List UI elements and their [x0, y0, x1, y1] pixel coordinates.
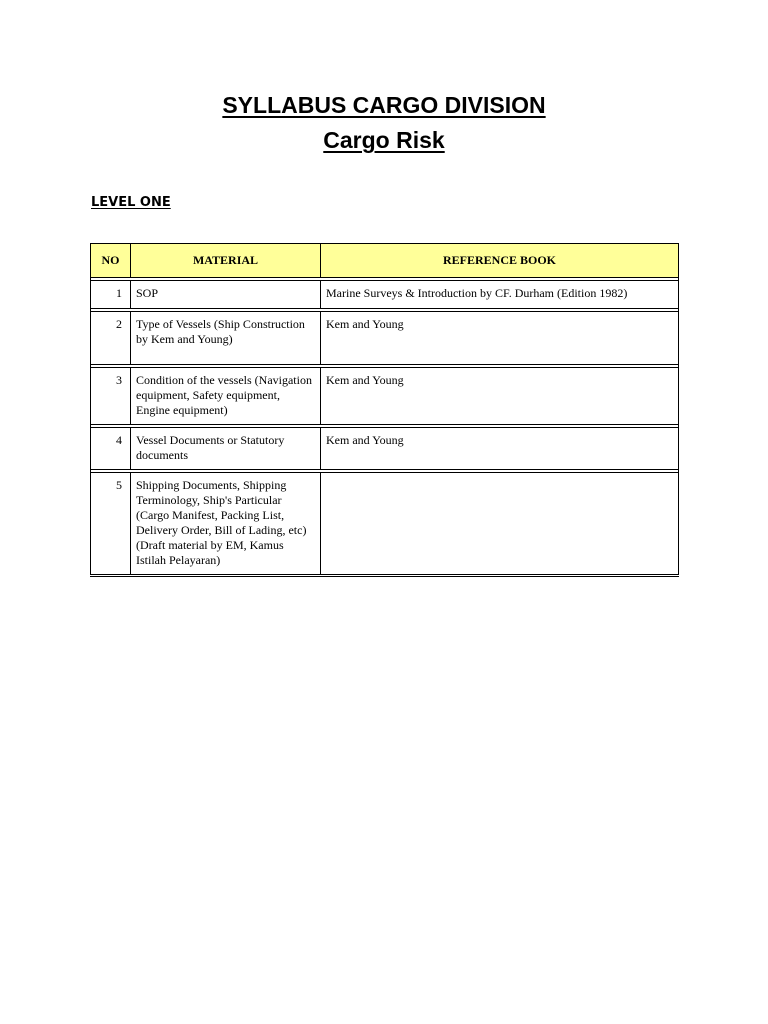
- document-subtitle: Cargo Risk: [323, 127, 445, 153]
- table-row: [90, 427, 679, 469]
- table-row: [90, 311, 679, 364]
- row-reference: Kem and Young: [320, 427, 679, 469]
- table-row: [90, 367, 679, 424]
- row-reference: [320, 472, 679, 575]
- table-bottom-rule: [90, 576, 679, 578]
- row-material: Vessel Documents or Statutory documents: [130, 427, 320, 469]
- row-reference: Kem and Young: [320, 311, 679, 364]
- row-material: Condition of the vessels (Navigation equipment, Safety equipment, Engine equipment): [130, 367, 320, 424]
- table-row: [90, 472, 679, 575]
- row-no: 5: [90, 472, 130, 575]
- row-no: 3: [90, 367, 130, 424]
- level-heading: LEVEL ONE: [91, 195, 171, 210]
- row-no: 2: [90, 311, 130, 364]
- syllabus-table: [90, 243, 679, 578]
- row-material: SOP: [130, 280, 320, 308]
- row-material: Type of Vessels (Ship Construction by Kem and Young): [130, 311, 320, 364]
- header-no: NO: [90, 243, 130, 277]
- row-reference: Marine Surveys & Introduction by CF. Durham (Edition 1982): [320, 280, 679, 308]
- table-row: [90, 280, 679, 308]
- document-title: SYLLABUS CARGO DIVISION: [222, 92, 546, 118]
- table-header-row: [90, 243, 679, 277]
- header-reference: REFERENCE BOOK: [320, 243, 679, 277]
- row-material: Shipping Documents, Shipping Terminology, Ship's Particular (Cargo Manifest, Packing List, Delivery Order, Bill of Lading, etc) (Draft material by EM, Kamus Istilah Pelayaran): [130, 472, 320, 575]
- row-reference: Kem and Young: [320, 367, 679, 424]
- row-no: 4: [90, 427, 130, 469]
- row-no: 1: [90, 280, 130, 308]
- header-material: MATERIAL: [130, 243, 320, 277]
